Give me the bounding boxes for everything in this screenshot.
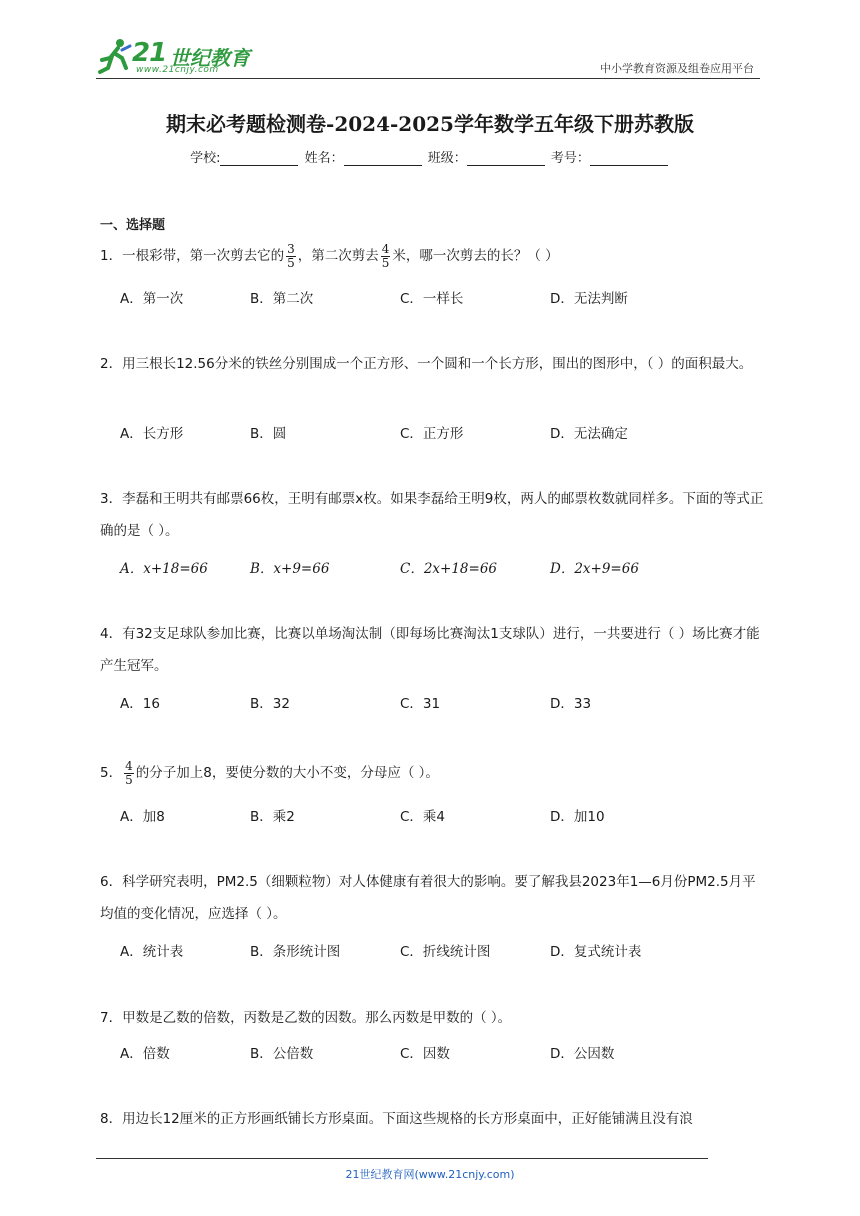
logo-name: 世纪教育 [170, 46, 250, 70]
option[interactable]: B．圆 [250, 426, 287, 442]
option[interactable]: C．乘4 [400, 809, 446, 825]
option[interactable]: A．x+18=66 [120, 561, 208, 577]
option[interactable]: A．加8 [120, 809, 165, 825]
option[interactable]: D．无法确定 [550, 426, 628, 442]
question-4: 4．有32支足球队参加比赛，比赛以单场淘汰制（即每场比赛淘汰1支球队）进行，一共要进行（ ）场比赛才能产生冠军。 [100, 626, 760, 674]
name-label: 姓名： [304, 151, 344, 166]
question-7: 7．甲数是乙数的倍数，丙数是乙数的因数。那么丙数是甲数的（ ）。 [100, 1010, 512, 1026]
student-info-line [0, 147, 860, 166]
page-header [96, 36, 760, 79]
exam-no-label: 考号： [550, 151, 590, 166]
fraction-4-5: $\frac{4}{5}$ [125, 758, 133, 787]
page-title: 期末必考题检测卷-2024-2025学年数学五年级下册苏教版 [166, 112, 694, 136]
option[interactable]: C．折线统计图 [400, 944, 491, 960]
logo [96, 36, 266, 76]
option[interactable]: A．长方形 [120, 426, 184, 442]
option[interactable]: A．第一次 [120, 291, 184, 307]
runner-icon [96, 36, 136, 76]
option[interactable]: C．正方形 [400, 426, 464, 442]
question-6: 6．科学研究表明，PM2.5（细颗粒物）对人体健康有着很大的影响。要了解我县2023年1—6月份PM2.5月平均值的变化情况，应选择（ ）。 [100, 874, 756, 922]
option[interactable]: D．33 [550, 696, 592, 712]
option[interactable]: B．公倍数 [250, 1046, 314, 1062]
question-1-text-c: 米，哪一次剪去的长？（ ） [392, 248, 559, 264]
class-blank[interactable] [467, 151, 545, 166]
option[interactable]: B．第二次 [250, 291, 314, 307]
logo-url: www.21cnjy.com [136, 65, 219, 75]
question-1 [100, 240, 764, 272]
option[interactable]: C．一样长 [400, 291, 464, 307]
option[interactable]: B．乘2 [250, 809, 295, 825]
option[interactable]: C．2x+18=66 [400, 561, 498, 577]
question-1-text-a: 1．一根彩带，第一次剪去它的 [100, 248, 285, 264]
question-8: 8．用边长12厘米的正方形画纸铺长方形桌面。下面这些规格的长方形桌面中，正好能铺满且没有浪 [100, 1111, 693, 1127]
option[interactable]: D．复式统计表 [550, 944, 642, 960]
option[interactable]: A．统计表 [120, 944, 184, 960]
option[interactable]: B．条形统计图 [250, 944, 341, 960]
option[interactable]: D．无法判断 [550, 291, 628, 307]
option[interactable]: D．公因数 [550, 1046, 615, 1062]
footer-divider [96, 1158, 708, 1159]
question-5-number: 5． [100, 765, 123, 781]
footer-link[interactable]: 21世纪教育网(www.21cnjy.com) [345, 1168, 515, 1181]
fraction-4-5: $\frac{4}{5}$ [381, 241, 390, 270]
class-label: 班级： [427, 151, 467, 166]
option[interactable]: D．2x+9=66 [550, 561, 639, 577]
logo-number: 21 [132, 38, 167, 68]
name-blank[interactable] [344, 151, 422, 166]
question-1-text-b: ，第二次剪去 [297, 248, 379, 264]
option[interactable]: A．倍数 [120, 1046, 170, 1062]
option[interactable]: B．x+9=66 [250, 561, 330, 577]
option[interactable]: C．31 [400, 696, 441, 712]
section-heading: 一、选择题 [100, 218, 166, 233]
question-5 [100, 757, 764, 789]
exam-no-blank[interactable] [590, 151, 668, 166]
fraction-3-5: $\frac{3}{5}$ [287, 241, 295, 270]
option[interactable]: C．因数 [400, 1046, 450, 1062]
question-3: 3．李磊和王明共有邮票66枚，王明有邮票x枚。如果李磊给王明9枚，两人的邮票枚数就同样多。下面的等式正确的是（ ）。 [100, 491, 764, 539]
platform-text: 中小学教育资源及组卷应用平台 [600, 62, 754, 75]
option[interactable]: A．16 [120, 696, 160, 712]
question-2: 2．用三根长12.56分米的铁丝分别围成一个正方形、一个圆和一个长方形，围出的图形中，（ ）的面积最大。 [100, 356, 753, 372]
question-5-text: 的分子加上8，要使分数的大小不变，分母应（ ）。 [135, 765, 439, 781]
option[interactable]: D．加10 [550, 809, 605, 825]
school-blank[interactable] [220, 151, 298, 166]
option[interactable]: B．32 [250, 696, 290, 712]
school-label: 学校: [190, 151, 221, 166]
